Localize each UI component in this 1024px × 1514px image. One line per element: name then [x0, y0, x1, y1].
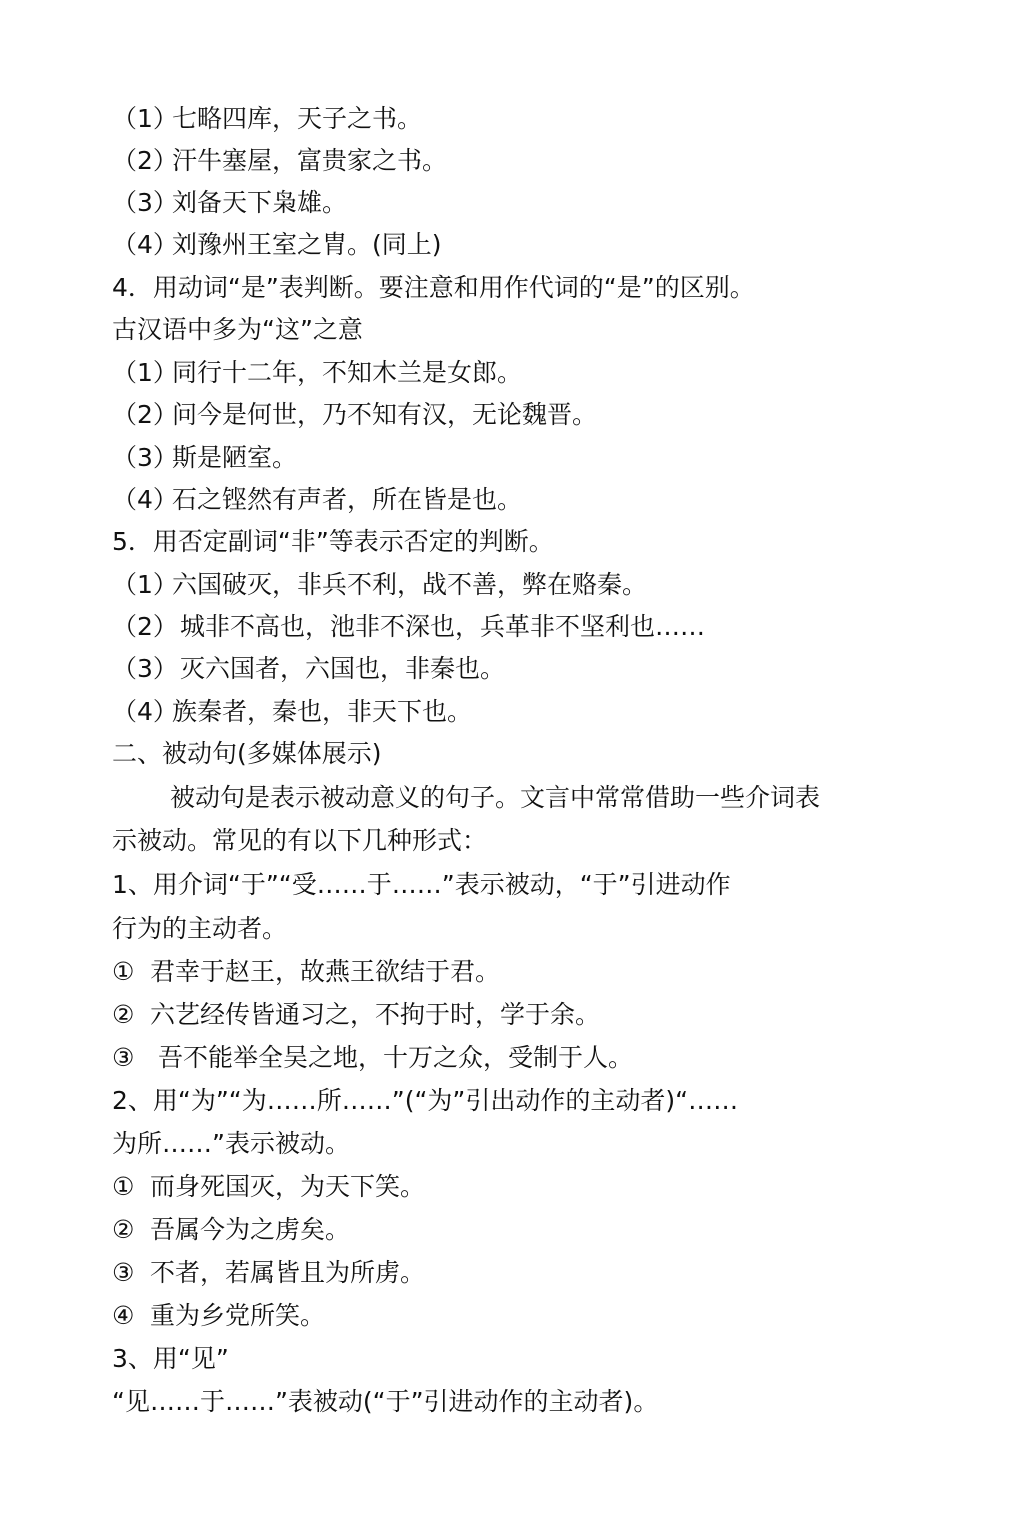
- item-number: （3）: [112, 443, 178, 472]
- list-item: [112, 182, 347, 224]
- item-number: （4）: [112, 230, 178, 259]
- list-item: [112, 479, 522, 521]
- item-text: 石之铿然有声者，所在皆是也。: [172, 485, 523, 514]
- item-number: ①: [112, 957, 135, 986]
- paragraph-line: “见……于……”表被动(“于”引进动作的主动者)。: [112, 1387, 659, 1416]
- paragraph-line: 3、用“见”: [112, 1344, 229, 1373]
- item-text: 刘备天下枭雄。: [172, 188, 348, 217]
- item-text: 君幸于赵王，故燕王欲结于君。: [150, 957, 501, 986]
- list-item: [112, 1037, 633, 1079]
- list-item: [112, 1252, 425, 1294]
- item-text: 六艺经传皆通习之，不拘于时，学于余。: [150, 1000, 601, 1029]
- item-text: 六国破灭，非兵不利，战不善，弊在赂秦。: [172, 570, 648, 599]
- item-text: 重为乡党所笑。: [150, 1301, 326, 1330]
- item-text: 问今是何世，乃不知有汉，无论魏晋。: [172, 400, 598, 429]
- item-number: ②: [112, 1215, 135, 1244]
- section-heading: 4．用动词“是”表判断。要注意和用作代词的“是”的区别。: [112, 273, 755, 302]
- item-text: 不者，若属皆且为所虏。: [150, 1258, 426, 1287]
- item-number: （4）: [112, 485, 178, 514]
- list-item: [112, 1295, 325, 1337]
- item-number: ③: [112, 1043, 135, 1072]
- item-number: ②: [112, 1000, 135, 1029]
- item-number: （2）: [112, 400, 178, 429]
- item-text: 刘豫州王室之胄。(同上): [172, 230, 442, 259]
- item-number: （1）: [112, 570, 178, 599]
- item-number: （3）: [112, 654, 178, 683]
- paragraph-line: 为所……”表示被动。: [112, 1129, 350, 1158]
- item-text: 城非不高也，池非不深也，兵革非不坚利也……: [172, 612, 705, 641]
- list-item: [112, 1166, 425, 1208]
- list-item: [112, 140, 447, 182]
- paragraph-line: 1、用介词“于”“受……于……”表示被动，“于”引进动作: [112, 870, 731, 899]
- item-text: 同行十二年，不知木兰是女郎。: [172, 358, 523, 387]
- item-text: 吾属今为之虏矣。: [150, 1215, 351, 1244]
- item-text: 汗牛塞屋，富贵家之书。: [172, 146, 448, 175]
- paragraph-line: 行为的主动者。: [112, 914, 288, 943]
- list-item: [112, 98, 422, 140]
- item-number: ①: [112, 1172, 135, 1201]
- list-item: [112, 437, 297, 479]
- section-heading: 5．用否定副词“非”等表示否定的判断。: [112, 527, 554, 556]
- item-text: 七略四库，天子之书。: [172, 104, 423, 133]
- section-note: 古汉语中多为“这”之意: [112, 315, 363, 344]
- item-text: 族秦者，秦也，非天下也。: [172, 697, 473, 726]
- list-item: [112, 1209, 350, 1251]
- item-number: （1）: [112, 358, 178, 387]
- list-item: [112, 606, 705, 648]
- list-item: [112, 648, 505, 690]
- item-number: （1）: [112, 104, 178, 133]
- item-text: 斯是陋室。: [172, 443, 298, 472]
- item-text: 灭六国者，六国也，非秦也。: [172, 654, 505, 683]
- list-item: [112, 352, 522, 394]
- item-number: ④: [112, 1301, 135, 1330]
- item-number: （3）: [112, 188, 178, 217]
- item-text: 而身死国灭，为天下笑。: [150, 1172, 426, 1201]
- paragraph-line: 示被动。常见的有以下几种形式：: [112, 826, 488, 855]
- paragraph-line: 被动句是表示被动意义的句子。文言中常常借助一些介词表: [170, 783, 821, 812]
- list-item: [112, 994, 600, 1036]
- list-item: [112, 951, 500, 993]
- list-item: [112, 224, 442, 266]
- item-number: ③: [112, 1258, 135, 1287]
- item-text: 吾不能举全吴之地，十万之众，受制于人。: [150, 1043, 633, 1072]
- item-number: （4）: [112, 697, 178, 726]
- item-number: （2）: [112, 146, 178, 175]
- list-item: [112, 564, 647, 606]
- list-item: [112, 394, 597, 436]
- paragraph-line: 2、用“为”“为……所……”(“为”引出动作的主动者)“……: [112, 1086, 739, 1115]
- item-number: （2）: [112, 612, 178, 641]
- section-heading: 二、被动句(多媒体展示): [112, 739, 382, 768]
- list-item: [112, 691, 472, 733]
